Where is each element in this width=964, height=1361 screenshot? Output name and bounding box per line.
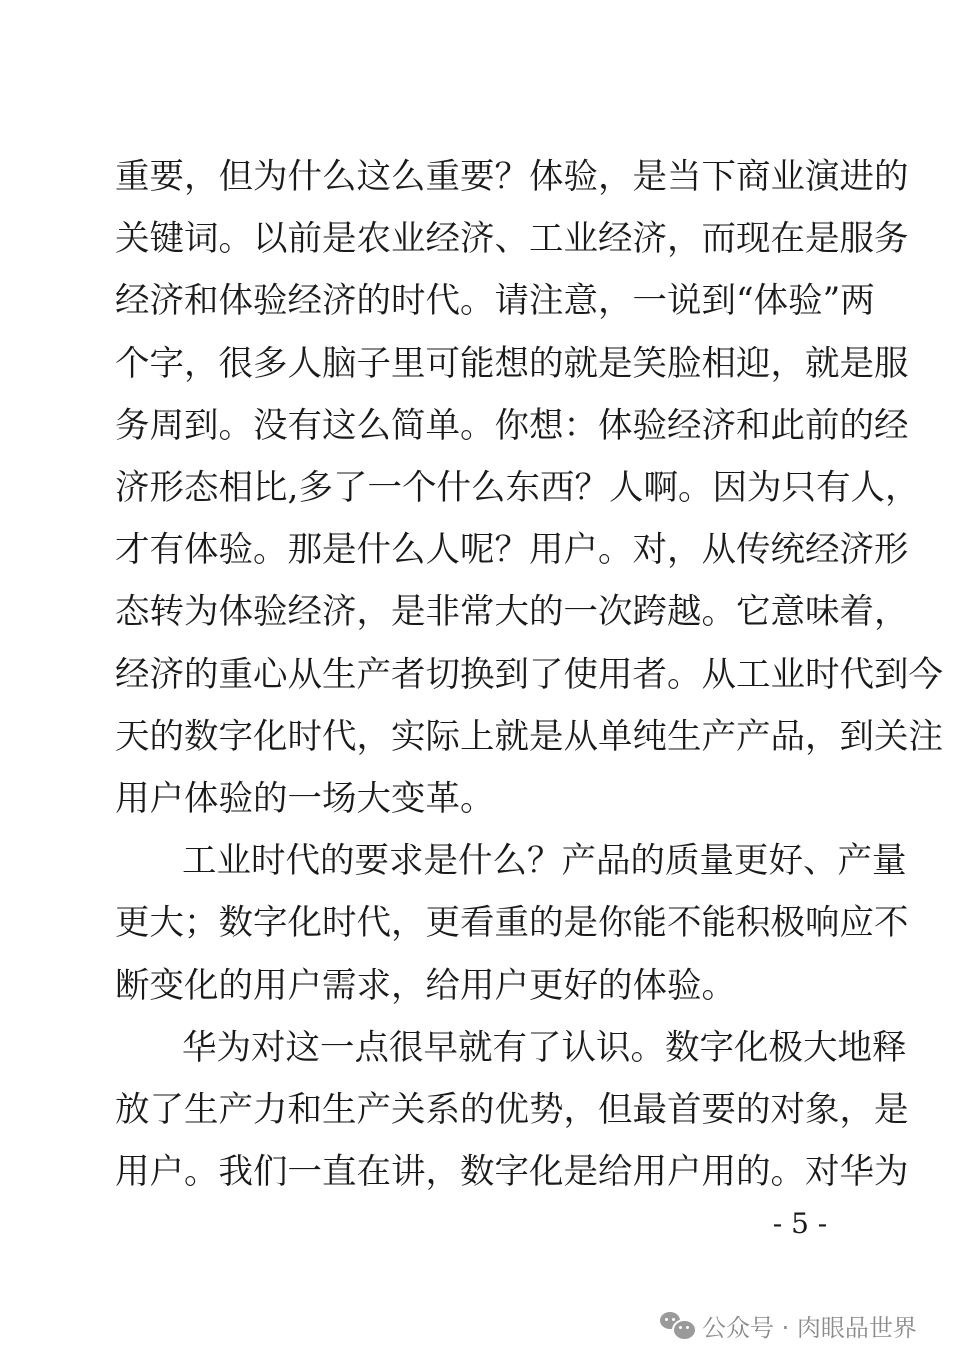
paragraph-line: 务周到。没有这么简单。你想：体验经济和此前的经: [115, 406, 909, 446]
paragraph-line: 才有体验。那是什么人呢？用户。对，从传统经济形: [115, 530, 909, 570]
paragraph-line: 天的数字化时代，实际上就是从单纯生产产品，到关注: [115, 717, 943, 757]
watermark-text: 公众号 · 肉眼品世界: [702, 1313, 917, 1342]
paragraph-line: 济形态相比,多了一个什么东西？人啊。因为只有人，: [115, 468, 920, 508]
paragraph-line: 关键词。以前是农业经济、工业经济，而现在是服务: [115, 219, 909, 259]
paragraph-line: 放了生产力和生产关系的优势，但最首要的对象，是: [115, 1090, 909, 1130]
page-number: - 5 -: [772, 1207, 828, 1240]
paragraph-line: 更大；数字化时代，更看重的是你能不能积极响应不: [115, 903, 909, 943]
paragraph-line: 经济和体验经济的时代。请注意，一说到“体验”两: [115, 281, 875, 321]
paragraph-line: 态转为体验经济，是非常大的一次跨越。它意味着，: [115, 592, 909, 632]
watermark: [660, 1305, 917, 1345]
paragraph-line: 经济的重心从生产者切换到了使用者。从工业时代到今: [115, 655, 943, 695]
paragraph-line: 重要，但为什么这么重要？体验，是当下商业演进的: [115, 157, 909, 197]
paragraph-line: 用户。我们一直在讲，数字化是给用户用的。对华为: [115, 1152, 909, 1192]
paragraph-line: 断变化的用户需求，给用户更好的体验。: [115, 966, 736, 1006]
paragraph-line: 华为对这一点很早就有了认识。数字化极大地释: [182, 1028, 907, 1068]
wechat-icon: [660, 1310, 694, 1340]
paragraph-line: 工业时代的要求是什么？产品的质量更好、产量: [182, 841, 907, 881]
paragraph-line: 个字，很多人脑子里可能想的就是笑脸相迎，就是服: [115, 344, 909, 384]
paragraph-line: 用户体验的一场大变革。: [115, 779, 495, 819]
